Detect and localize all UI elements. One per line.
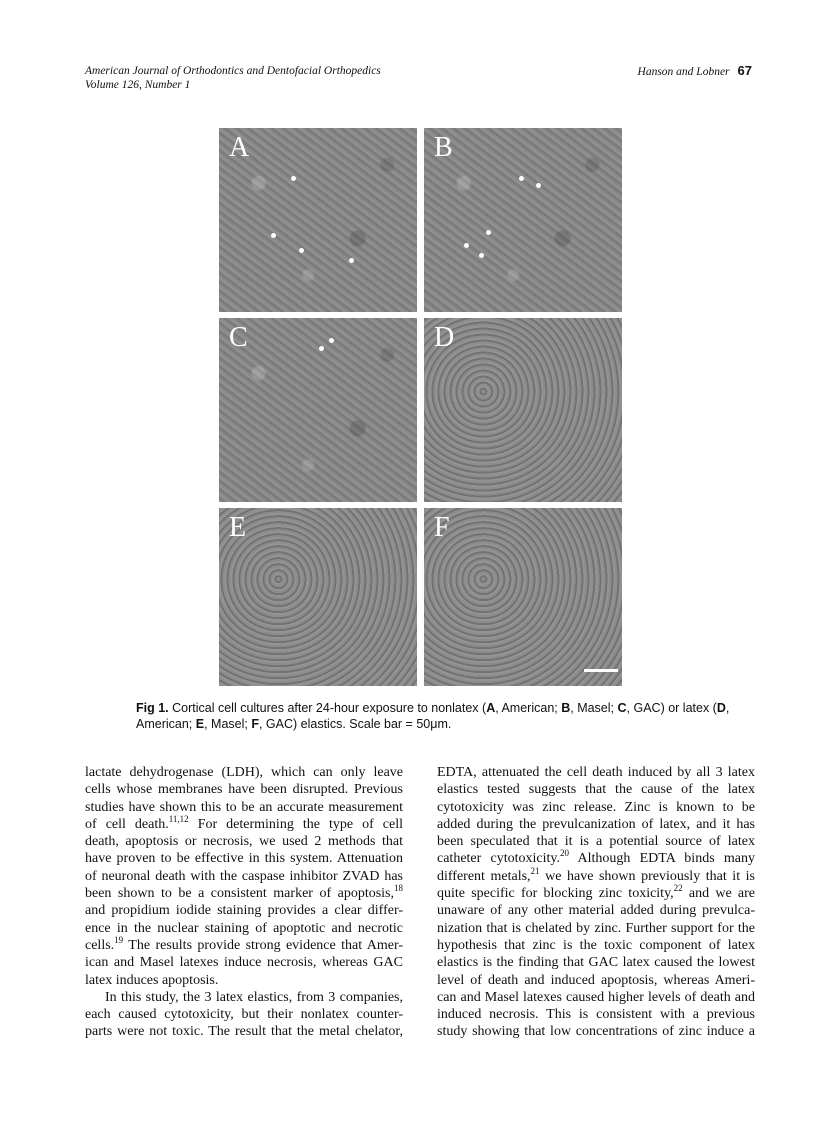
caption-text: , American;: [495, 701, 562, 715]
text-line: [85, 934, 403, 954]
panel-a: [219, 128, 417, 312]
text-line: [437, 954, 755, 971]
journal-volume: Volume 126, Number 1: [85, 79, 191, 91]
text-span: have proven to be effective in this system. Attenuation: [85, 851, 403, 867]
text-span: can and Masel latexes caused higher levels of death and: [437, 989, 755, 1005]
text-span: been speculated that it is a potential source of latex: [437, 834, 755, 850]
panel-label: E: [229, 512, 247, 543]
figure-caption: [136, 700, 736, 732]
panel-label: A: [229, 132, 250, 163]
panel-b: [424, 128, 622, 312]
text-span: ican and Masel latexes induce necrosis, whereas GAC: [85, 955, 403, 971]
text-line: [437, 816, 755, 833]
text-column-right: [437, 764, 755, 1041]
text-line: [85, 833, 403, 850]
text-line: [85, 868, 403, 885]
caption-text: D: [716, 701, 726, 715]
text-span: and propidium iodide staining provides a clear differ-: [85, 903, 403, 919]
text-span: of neuronal death with the caspase inhibitor ZVAD has: [85, 868, 403, 884]
text-line: [437, 781, 755, 798]
text-line: [437, 937, 755, 954]
text-line: [85, 972, 403, 989]
text-line: [85, 920, 403, 937]
text-line: [437, 902, 755, 919]
text-span: cytotoxicity was zinc release. Zinc is known to be: [437, 799, 755, 815]
text-span: cells whose membranes have been disrupted. Previous: [85, 782, 403, 798]
text-line: [85, 885, 403, 902]
text-span: EDTA, attenuated the cell death induced by all 3 latex: [437, 765, 755, 780]
text-line: [85, 902, 403, 919]
text-line: [437, 799, 755, 816]
panel-label: C: [229, 322, 248, 353]
text-span: death, apoptosis or necrosis, we used 2 methods that: [85, 834, 403, 850]
text-span: lactate dehydrogenase (LDH), which can only leave: [85, 765, 403, 780]
caption-text: , GAC) elastics. Scale bar = 50μm.: [258, 717, 452, 731]
panel-f: [424, 508, 622, 686]
text-line: [437, 865, 755, 885]
text-line: [85, 1023, 403, 1040]
caption-text: E: [195, 717, 205, 731]
caption-text: , American;: [136, 701, 730, 731]
text-line: [85, 989, 403, 1006]
journal-title: American Journal of Orthodontics and Dentofacial Orthopedics: [85, 65, 381, 77]
text-span: induced necrosis. This is consistent with a previous: [437, 1007, 755, 1023]
caption-text: Fig 1.: [136, 701, 169, 715]
citation-superscript: 20: [560, 848, 570, 859]
caption-text: , Masel;: [204, 717, 252, 731]
citation-superscript: 21: [530, 865, 540, 876]
page-number: 67: [737, 63, 752, 78]
text-line: [85, 850, 403, 867]
caption-text: C: [617, 701, 627, 715]
text-line: [85, 954, 403, 971]
panel-label: D: [434, 322, 455, 353]
text-span: elastics tested suggests that the cause of the latex: [437, 782, 755, 798]
authors: Hanson and Lobner: [637, 66, 730, 78]
text-line: [437, 850, 755, 867]
citation-superscript: 22: [673, 883, 683, 894]
text-line: [85, 1006, 403, 1023]
caption-text: F: [251, 717, 259, 731]
running-header-right: [638, 64, 752, 79]
text-column-left: [85, 764, 403, 1041]
panel-c: [219, 318, 417, 502]
panel-d: [424, 318, 622, 502]
text-span: For determining the type of cell: [188, 816, 403, 832]
text-span: unaware of any other material added during prevulca-: [437, 903, 755, 919]
text-span: elastics is the finding that GAC latex caused the lowest: [437, 955, 755, 971]
running-header-left: [85, 64, 381, 92]
citation-superscript: 19: [114, 934, 124, 945]
text-span: each caused cytotoxicity, but their nonlatex counter-: [85, 1007, 403, 1023]
text-line: [85, 781, 403, 798]
text-span: parts were not toxic. The result that the metal chelator,: [85, 1024, 403, 1040]
citation-superscript: 11,12: [168, 813, 189, 824]
text-line: [437, 1006, 755, 1023]
text-line: [437, 920, 755, 937]
text-line: [437, 1023, 755, 1040]
text-span: latex induces apoptosis.: [85, 972, 219, 988]
text-line: [437, 833, 755, 850]
text-span: In this study, the 3 latex elastics, from 3 companies,: [105, 989, 403, 1005]
panel-label: F: [434, 512, 450, 543]
figure-1: [219, 128, 621, 686]
text-span: of cell death.: [85, 816, 169, 832]
text-span: added during the prevulcanization of latex, and it has: [437, 816, 755, 832]
text-span: and we are: [682, 886, 755, 902]
caption-text: Cortical cell cultures after 24-hour exposure to nonlatex (: [168, 701, 487, 715]
text-line: [437, 764, 755, 781]
text-span: cells.: [85, 937, 115, 953]
panel-e: [219, 508, 417, 686]
text-span: nization that is chelated by zinc. Further support for the: [437, 920, 755, 936]
text-span: study showing that low concentrations of zinc induce a: [437, 1024, 755, 1040]
text-line: [85, 799, 403, 816]
caption-text: , Masel;: [570, 701, 618, 715]
text-span: The results provide strong evidence that Amer-: [123, 937, 403, 953]
text-span: been shown to be a consistent marker of apoptosis,: [85, 886, 394, 902]
caption-text: A: [486, 701, 496, 715]
caption-text: , GAC) or latex (: [626, 701, 717, 715]
text-span: studies have shown this to be an accurate measurement: [85, 799, 403, 815]
text-line: [437, 972, 755, 989]
text-span: hypothesis that zinc is the toxic component of latex: [437, 937, 755, 953]
text-span: ence in the nuclear staining of apoptotic and necrotic: [85, 920, 403, 936]
text-line: [85, 813, 403, 833]
text-line: [437, 885, 755, 902]
scale-bar: [584, 669, 618, 672]
text-span: level of death and induced apoptosis, whereas Ameri-: [437, 972, 755, 988]
text-span: we have shown previously that it is: [539, 868, 755, 884]
citation-superscript: 18: [394, 883, 403, 894]
text-line: [85, 764, 403, 781]
text-line: [437, 989, 755, 1006]
text-span: quite specific for blocking zinc toxicity,: [437, 886, 674, 902]
text-span: different metals,: [437, 868, 531, 884]
panel-label: B: [434, 132, 453, 163]
text-span: Although EDTA binds many: [569, 851, 755, 867]
caption-text: B: [561, 701, 571, 715]
text-span: catheter cytotoxicity.: [437, 851, 561, 867]
